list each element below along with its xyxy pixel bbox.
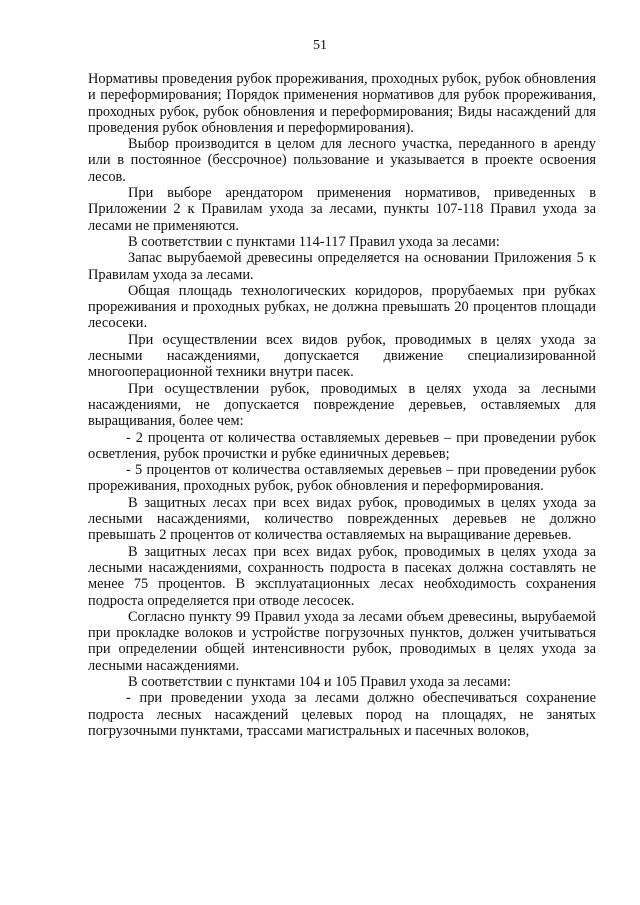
paragraph-rule-99: Согласно пункту 99 Правил ухода за лесами объем древесины, вырубаемой при прокладке волоков и устройстве погрузочных пунктов, должен учитываться при определении общей интенсивности рубок, проводимых в целях ухода за лесными насаждениями.	[88, 608, 596, 674]
paragraph-rules-114-117: В соответствии с пунктами 114-117 Правил ухода за лесами:	[128, 233, 500, 250]
paragraph-timber-stock: Запас вырубаемой древесины определяется на основании Приложения 5 к Правилам ухода за лесами.	[88, 250, 596, 283]
paragraph-tenant-choice: При выборе арендатором применения нормативов, приведенных в Приложении 2 к Правилам ухода за лесами, пункты 107-118 Правил ухода за лесами не применяются.	[88, 185, 596, 234]
list-item-5-percent: - 5 процентов от количества оставляемых деревьев – при проведении рубок прореживания, проходных рубок, рубок обновления и переформирования.	[88, 462, 596, 495]
paragraph-selection: Выбор производится в целом для лесного участка, переданного в аренду или в постоянное (бессрочное) пользование и указывается в проекте освоения лесов.	[88, 136, 596, 185]
paragraph-machinery-movement: При осуществлении всех видов рубок, проводимых в целях ухода за лесными насаждениями, допускается движение специализированной многооперационной техники внутри пасек.	[88, 331, 596, 381]
paragraph-undergrowth-retention: В защитных лесах при всех видах рубок, проводимых в целях ухода за лесными насаждениями, сохранность подроста в пасеках должна составлять не менее 75 процентов. В эксплуатационных лесах необходимость сохранения подроста определяется при отводе лесосек.	[88, 543, 596, 609]
list-item-2-percent: - 2 процента от количества оставляемых деревьев – при проведении рубок осветления, рубок прочистки и рубке единичных деревьев;	[88, 429, 596, 462]
paragraph-protective-damage: В защитных лесах при всех видах рубок, проводимых в целях ухода за лесными насаждениями, количество поврежденных деревьев не должно превышать 2 процентов от количества оставляемых на выращивание деревьев.	[88, 494, 596, 544]
paragraph-rules-104-105: В соответствии с пунктами 104 и 105 Правил ухода за лесами:	[128, 673, 511, 690]
paragraph-norms-list: Нормативы проведения рубок прореживания, проходных рубок, рубок обновления и переформирования; Порядок применения нормативов для рубок прореживания, проходных рубок, рубок обновления и переформирования; Виды насаждений для проведения рубок обновления и переформирования).	[88, 71, 596, 136]
paragraph-corridor-area: Общая площадь технологических коридоров, прорубаемых при рубках прореживания и проходных рубках, не должна превышать 20 процентов площади лесосеки.	[88, 282, 596, 332]
page-number: 51	[313, 38, 327, 53]
paragraph-damage-limits: При осуществлении рубок, проводимых в целях ухода за лесными насаждениями, не допускается повреждение деревьев, оставляемых для выращивания, более чем:	[88, 380, 596, 430]
document-body	[88, 71, 596, 739]
list-item-undergrowth-preservation: - при проведении ухода за лесами должно обеспечиваться сохранение подроста лесных насаждений целевых пород на площадях, не занятых погрузочными пунктами, трассами магистральных и пасечных волоков,	[88, 690, 596, 739]
